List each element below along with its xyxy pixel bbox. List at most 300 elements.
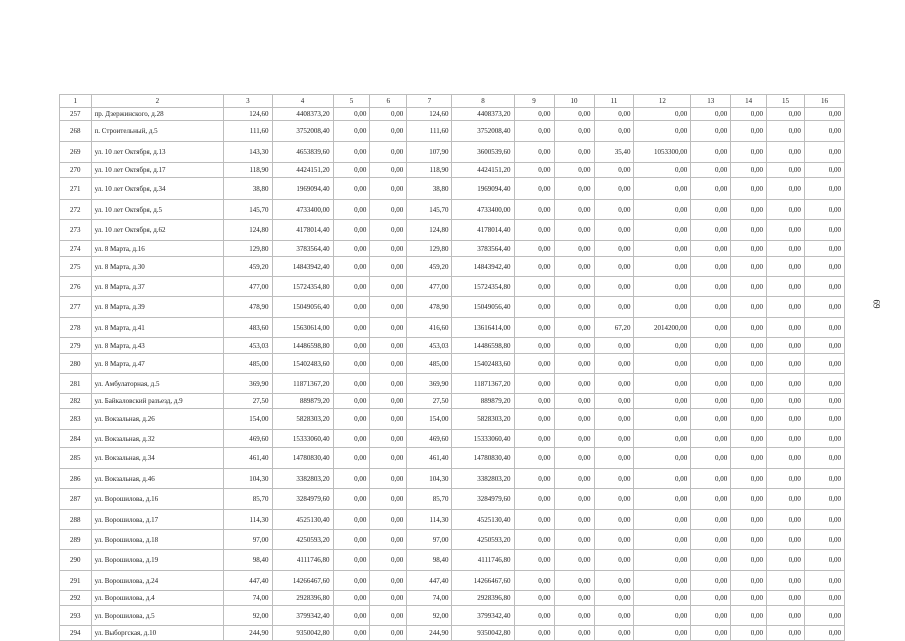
value-cell: 0,00 — [514, 200, 554, 220]
value-cell: 0,00 — [634, 606, 691, 626]
table-row — [60, 220, 845, 241]
value-cell: 3600539,60 — [452, 142, 514, 163]
value-cell: 0,00 — [333, 220, 370, 241]
value-cell: 416,60 — [407, 318, 452, 338]
value-cell: 118,90 — [224, 163, 272, 178]
register-table — [59, 94, 845, 641]
address-cell: ул. 8 Марта, д.43 — [91, 338, 224, 354]
value-cell: 0,00 — [370, 430, 407, 448]
value-cell: 0,00 — [594, 430, 634, 448]
value-cell: 0,00 — [594, 108, 634, 121]
row-index: 284 — [60, 430, 92, 448]
value-cell: 0,00 — [554, 241, 594, 257]
value-cell: 0,00 — [634, 430, 691, 448]
value-cell: 0,00 — [767, 354, 805, 374]
value-cell: 0,00 — [594, 121, 634, 142]
row-index: 288 — [60, 510, 92, 530]
address-cell: ул. Вокзальная, д.26 — [91, 409, 224, 430]
value-cell: 15049056,40 — [452, 297, 514, 318]
value-cell: 124,60 — [407, 108, 452, 121]
address-cell: ул. Ворошилова, д.17 — [91, 510, 224, 530]
value-cell: 0,00 — [554, 200, 594, 220]
value-cell: 0,00 — [804, 277, 844, 297]
row-index: 271 — [60, 178, 92, 200]
row-index: 290 — [60, 550, 92, 571]
value-cell: 0,00 — [634, 626, 691, 641]
value-cell: 0,00 — [767, 121, 805, 142]
value-cell: 0,00 — [804, 297, 844, 318]
value-cell: 38,80 — [407, 178, 452, 200]
value-cell: 469,60 — [407, 430, 452, 448]
address-cell: ул. Амбулаторная, д.5 — [91, 374, 224, 394]
value-cell: 0,00 — [514, 430, 554, 448]
value-cell: 15333060,40 — [272, 430, 333, 448]
value-cell: 0,00 — [691, 200, 731, 220]
address-cell: ул. 10 лет Октября, д.62 — [91, 220, 224, 241]
value-cell: 461,40 — [407, 448, 452, 469]
value-cell: 0,00 — [370, 241, 407, 257]
value-cell: 0,00 — [554, 297, 594, 318]
value-cell: 0,00 — [691, 374, 731, 394]
table-row — [60, 277, 845, 297]
value-cell: 0,00 — [370, 394, 407, 409]
value-cell: 0,00 — [594, 200, 634, 220]
table-row — [60, 297, 845, 318]
value-cell: 0,00 — [554, 571, 594, 591]
row-index: 278 — [60, 318, 92, 338]
value-cell: 0,00 — [731, 530, 767, 550]
value-cell: 15402483,60 — [452, 354, 514, 374]
value-cell: 74,00 — [224, 591, 272, 606]
value-cell: 0,00 — [804, 142, 844, 163]
row-index: 268 — [60, 121, 92, 142]
address-cell: ул. Ворошилова, д.19 — [91, 550, 224, 571]
table-row — [60, 354, 845, 374]
value-cell: 27,50 — [407, 394, 452, 409]
value-cell: 0,00 — [731, 200, 767, 220]
value-cell: 0,00 — [333, 430, 370, 448]
value-cell: 0,00 — [514, 163, 554, 178]
value-cell: 0,00 — [767, 489, 805, 510]
address-cell: ул. 8 Марта, д.30 — [91, 257, 224, 277]
value-cell: 104,30 — [407, 469, 452, 489]
value-cell: 14486598,80 — [272, 338, 333, 354]
value-cell: 0,00 — [514, 241, 554, 257]
value-cell: 0,00 — [634, 257, 691, 277]
value-cell: 0,00 — [333, 469, 370, 489]
value-cell: 3382803,20 — [452, 469, 514, 489]
address-cell: ул. Байкаловский разъезд, д.9 — [91, 394, 224, 409]
value-cell: 0,00 — [514, 510, 554, 530]
value-cell: 0,00 — [333, 257, 370, 277]
address-cell: ул. 8 Марта, д.41 — [91, 318, 224, 338]
value-cell: 0,00 — [731, 338, 767, 354]
value-cell: 0,00 — [731, 626, 767, 641]
value-cell: 0,00 — [333, 550, 370, 571]
value-cell: 0,00 — [634, 200, 691, 220]
value-cell: 0,00 — [333, 510, 370, 530]
value-cell: 0,00 — [767, 338, 805, 354]
column-number: 5 — [333, 95, 370, 108]
value-cell: 145,70 — [224, 200, 272, 220]
value-cell: 0,00 — [554, 257, 594, 277]
value-cell: 0,00 — [804, 374, 844, 394]
value-cell: 0,00 — [554, 277, 594, 297]
column-number: 15 — [767, 95, 805, 108]
table-row — [60, 257, 845, 277]
value-cell: 0,00 — [634, 530, 691, 550]
value-cell: 0,00 — [767, 318, 805, 338]
value-cell: 0,00 — [370, 121, 407, 142]
value-cell: 0,00 — [691, 448, 731, 469]
value-cell: 0,00 — [634, 220, 691, 241]
value-cell: 0,00 — [594, 530, 634, 550]
value-cell: 0,00 — [333, 108, 370, 121]
value-cell: 0,00 — [691, 142, 731, 163]
value-cell: 4525130,40 — [452, 510, 514, 530]
value-cell: 0,00 — [767, 374, 805, 394]
column-number-row — [60, 95, 845, 108]
value-cell: 0,00 — [554, 409, 594, 430]
value-cell: 0,00 — [554, 142, 594, 163]
value-cell: 0,00 — [370, 374, 407, 394]
value-cell: 13616414,00 — [452, 318, 514, 338]
column-number: 3 — [224, 95, 272, 108]
value-cell: 0,00 — [514, 220, 554, 241]
column-number: 9 — [514, 95, 554, 108]
value-cell: 0,00 — [767, 571, 805, 591]
table-row — [60, 430, 845, 448]
value-cell: 478,90 — [407, 297, 452, 318]
value-cell: 0,00 — [767, 448, 805, 469]
value-cell: 104,30 — [224, 469, 272, 489]
value-cell: 0,00 — [804, 591, 844, 606]
value-cell: 0,00 — [370, 530, 407, 550]
value-cell: 0,00 — [804, 163, 844, 178]
value-cell: 4733400,00 — [272, 200, 333, 220]
value-cell: 0,00 — [370, 550, 407, 571]
value-cell: 0,00 — [554, 430, 594, 448]
row-index: 281 — [60, 374, 92, 394]
table-row — [60, 200, 845, 220]
value-cell: 0,00 — [594, 374, 634, 394]
value-cell: 0,00 — [554, 374, 594, 394]
value-cell: 0,00 — [370, 354, 407, 374]
value-cell: 0,00 — [634, 108, 691, 121]
value-cell: 14843942,40 — [452, 257, 514, 277]
table-row — [60, 108, 845, 121]
value-cell: 0,00 — [333, 394, 370, 409]
address-cell: пр. Дзержинского, д.28 — [91, 108, 224, 121]
value-cell: 0,00 — [804, 220, 844, 241]
page-number: 69 — [871, 299, 882, 309]
value-cell: 14780830,40 — [452, 448, 514, 469]
table-row — [60, 121, 845, 142]
value-cell: 0,00 — [594, 277, 634, 297]
value-cell: 4408373,20 — [452, 108, 514, 121]
value-cell: 9350042,80 — [452, 626, 514, 641]
value-cell: 0,00 — [514, 606, 554, 626]
table-row — [60, 571, 845, 591]
value-cell: 0,00 — [594, 626, 634, 641]
row-index: 289 — [60, 530, 92, 550]
value-cell: 0,00 — [514, 409, 554, 430]
value-cell: 0,00 — [804, 108, 844, 121]
value-cell: 0,00 — [370, 606, 407, 626]
value-cell: 459,20 — [407, 257, 452, 277]
address-cell: ул. Вокзальная, д.32 — [91, 430, 224, 448]
row-index: 287 — [60, 489, 92, 510]
value-cell: 11871367,20 — [272, 374, 333, 394]
value-cell: 0,00 — [554, 510, 594, 530]
value-cell: 0,00 — [731, 108, 767, 121]
table-row — [60, 448, 845, 469]
value-cell: 0,00 — [691, 469, 731, 489]
value-cell: 0,00 — [333, 163, 370, 178]
value-cell: 0,00 — [333, 530, 370, 550]
value-cell: 0,00 — [731, 394, 767, 409]
value-cell: 0,00 — [333, 374, 370, 394]
value-cell: 0,00 — [514, 318, 554, 338]
value-cell: 4408373,20 — [272, 108, 333, 121]
value-cell: 0,00 — [691, 550, 731, 571]
value-cell: 0,00 — [333, 571, 370, 591]
value-cell: 0,00 — [514, 626, 554, 641]
value-cell: 485,00 — [224, 354, 272, 374]
value-cell: 453,03 — [224, 338, 272, 354]
value-cell: 0,00 — [594, 163, 634, 178]
row-index: 275 — [60, 257, 92, 277]
value-cell: 9350042,80 — [272, 626, 333, 641]
value-cell: 0,00 — [804, 409, 844, 430]
value-cell: 129,80 — [224, 241, 272, 257]
value-cell: 0,00 — [333, 591, 370, 606]
value-cell: 0,00 — [554, 469, 594, 489]
column-number: 1 — [60, 95, 92, 108]
value-cell: 0,00 — [691, 241, 731, 257]
value-cell: 3752008,40 — [272, 121, 333, 142]
value-cell: 0,00 — [554, 591, 594, 606]
address-cell: ул. 10 лет Октября, д.34 — [91, 178, 224, 200]
value-cell: 0,00 — [370, 163, 407, 178]
column-number: 11 — [594, 95, 634, 108]
value-cell: 0,00 — [333, 338, 370, 354]
value-cell: 0,00 — [767, 469, 805, 489]
value-cell: 369,90 — [224, 374, 272, 394]
value-cell: 4525130,40 — [272, 510, 333, 530]
value-cell: 0,00 — [804, 606, 844, 626]
value-cell: 92,00 — [407, 606, 452, 626]
value-cell: 0,00 — [731, 571, 767, 591]
value-cell: 0,00 — [691, 409, 731, 430]
value-cell: 0,00 — [767, 409, 805, 430]
row-index: 292 — [60, 591, 92, 606]
value-cell: 0,00 — [594, 448, 634, 469]
column-number: 12 — [634, 95, 691, 108]
table-row — [60, 469, 845, 489]
value-cell: 98,40 — [407, 550, 452, 571]
value-cell: 0,00 — [634, 510, 691, 530]
address-cell: ул. 8 Марта, д.39 — [91, 297, 224, 318]
value-cell: 35,40 — [594, 142, 634, 163]
table-row — [60, 409, 845, 430]
value-cell: 0,00 — [554, 338, 594, 354]
value-cell: 0,00 — [634, 241, 691, 257]
value-cell: 0,00 — [333, 200, 370, 220]
value-cell: 0,00 — [333, 318, 370, 338]
value-cell: 0,00 — [731, 277, 767, 297]
value-cell: 0,00 — [333, 448, 370, 469]
value-cell: 118,90 — [407, 163, 452, 178]
row-index: 291 — [60, 571, 92, 591]
value-cell: 0,00 — [731, 142, 767, 163]
value-cell: 0,00 — [634, 277, 691, 297]
value-cell: 0,00 — [804, 626, 844, 641]
table-row — [60, 510, 845, 530]
value-cell: 124,60 — [224, 108, 272, 121]
value-cell: 0,00 — [731, 241, 767, 257]
value-cell: 0,00 — [333, 606, 370, 626]
value-cell: 0,00 — [554, 448, 594, 469]
column-number: 7 — [407, 95, 452, 108]
table-row — [60, 338, 845, 354]
row-index: 276 — [60, 277, 92, 297]
value-cell: 0,00 — [594, 354, 634, 374]
value-cell: 2014200,00 — [634, 318, 691, 338]
value-cell: 0,00 — [554, 108, 594, 121]
value-cell: 0,00 — [594, 220, 634, 241]
value-cell: 0,00 — [514, 469, 554, 489]
value-cell: 0,00 — [594, 550, 634, 571]
value-cell: 0,00 — [370, 108, 407, 121]
table-row — [60, 241, 845, 257]
value-cell: 0,00 — [691, 510, 731, 530]
value-cell: 447,40 — [407, 571, 452, 591]
value-cell: 889879,20 — [452, 394, 514, 409]
value-cell: 0,00 — [594, 469, 634, 489]
value-cell: 453,03 — [407, 338, 452, 354]
value-cell: 2928396,80 — [452, 591, 514, 606]
value-cell: 461,40 — [224, 448, 272, 469]
table-row — [60, 394, 845, 409]
value-cell: 0,00 — [804, 448, 844, 469]
value-cell: 0,00 — [731, 591, 767, 606]
value-cell: 0,00 — [691, 297, 731, 318]
table-row — [60, 591, 845, 606]
value-cell: 0,00 — [731, 469, 767, 489]
value-cell: 111,60 — [407, 121, 452, 142]
value-cell: 469,60 — [224, 430, 272, 448]
value-cell: 27,50 — [224, 394, 272, 409]
value-cell: 11871367,20 — [452, 374, 514, 394]
value-cell: 0,00 — [767, 178, 805, 200]
value-cell: 5828303,20 — [452, 409, 514, 430]
value-cell: 0,00 — [731, 448, 767, 469]
value-cell: 3799342,40 — [452, 606, 514, 626]
value-cell: 0,00 — [731, 220, 767, 241]
column-number: 13 — [691, 95, 731, 108]
value-cell: 0,00 — [804, 571, 844, 591]
value-cell: 0,00 — [594, 571, 634, 591]
value-cell: 98,40 — [224, 550, 272, 571]
value-cell: 4424151,20 — [272, 163, 333, 178]
value-cell: 0,00 — [691, 257, 731, 277]
value-cell: 67,20 — [594, 318, 634, 338]
value-cell: 0,00 — [554, 550, 594, 571]
value-cell: 15049056,40 — [272, 297, 333, 318]
row-index: 286 — [60, 469, 92, 489]
value-cell: 145,70 — [407, 200, 452, 220]
value-cell: 0,00 — [767, 510, 805, 530]
value-cell: 0,00 — [634, 121, 691, 142]
value-cell: 0,00 — [634, 489, 691, 510]
value-cell: 143,30 — [224, 142, 272, 163]
address-cell: ул. Вокзальная, д.34 — [91, 448, 224, 469]
column-number: 6 — [370, 95, 407, 108]
value-cell: 0,00 — [804, 510, 844, 530]
value-cell: 0,00 — [514, 550, 554, 571]
value-cell: 0,00 — [554, 626, 594, 641]
value-cell: 0,00 — [370, 448, 407, 469]
value-cell: 459,20 — [224, 257, 272, 277]
value-cell: 0,00 — [804, 489, 844, 510]
value-cell: 0,00 — [594, 489, 634, 510]
value-cell: 4178014,40 — [452, 220, 514, 241]
row-index: 277 — [60, 297, 92, 318]
table-row — [60, 489, 845, 510]
address-cell: ул. 10 лет Октября, д.17 — [91, 163, 224, 178]
value-cell: 0,00 — [691, 591, 731, 606]
value-cell: 0,00 — [333, 142, 370, 163]
row-index: 282 — [60, 394, 92, 409]
value-cell: 0,00 — [370, 142, 407, 163]
value-cell: 1969094,40 — [452, 178, 514, 200]
value-cell: 97,00 — [224, 530, 272, 550]
value-cell: 0,00 — [514, 178, 554, 200]
value-cell: 0,00 — [731, 430, 767, 448]
value-cell: 0,00 — [767, 142, 805, 163]
value-cell: 0,00 — [691, 430, 731, 448]
value-cell: 478,90 — [224, 297, 272, 318]
address-cell: п. Строительный, д.5 — [91, 121, 224, 142]
value-cell: 0,00 — [594, 241, 634, 257]
value-cell: 0,00 — [554, 530, 594, 550]
value-cell: 0,00 — [514, 530, 554, 550]
row-index: 294 — [60, 626, 92, 641]
value-cell: 485,00 — [407, 354, 452, 374]
value-cell: 0,00 — [634, 550, 691, 571]
value-cell: 129,80 — [407, 241, 452, 257]
value-cell: 0,00 — [804, 354, 844, 374]
value-cell: 15402483,60 — [272, 354, 333, 374]
value-cell: 0,00 — [731, 510, 767, 530]
value-cell: 0,00 — [691, 530, 731, 550]
value-cell: 124,80 — [407, 220, 452, 241]
value-cell: 0,00 — [370, 409, 407, 430]
table-row — [60, 178, 845, 200]
value-cell: 0,00 — [634, 163, 691, 178]
value-cell: 3799342,40 — [272, 606, 333, 626]
value-cell: 0,00 — [333, 241, 370, 257]
value-cell: 1053300,00 — [634, 142, 691, 163]
column-number: 4 — [272, 95, 333, 108]
value-cell: 0,00 — [804, 550, 844, 571]
value-cell: 0,00 — [370, 510, 407, 530]
value-cell: 5828303,20 — [272, 409, 333, 430]
value-cell: 154,00 — [224, 409, 272, 430]
value-cell: 0,00 — [691, 354, 731, 374]
value-cell: 1969094,40 — [272, 178, 333, 200]
